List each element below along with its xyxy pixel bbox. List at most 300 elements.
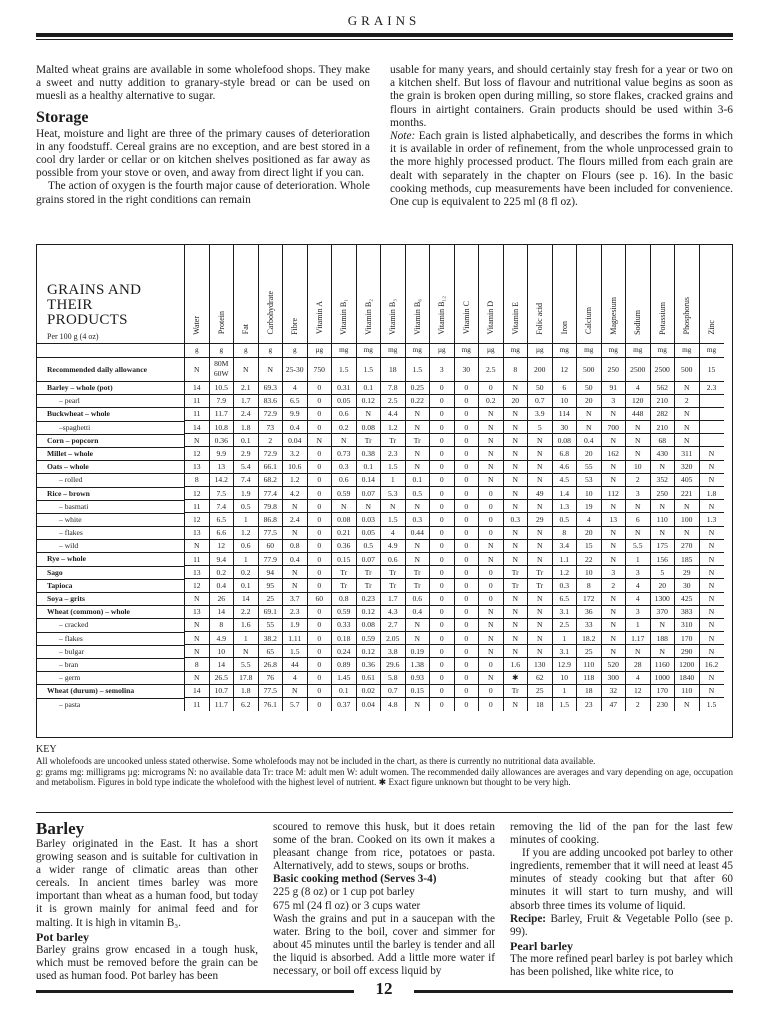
table-cell: 4 — [626, 381, 651, 394]
table-cell: N — [699, 473, 724, 486]
table-cell: 65 — [258, 645, 283, 658]
table-cell: 170 — [675, 632, 700, 645]
method-paragraph: Wash the grains and put in a saucepan with the water. Bring to the boil, cover and simmer for about 45 minutes until the barley is tender and all the liquid is absorbed. Add a little more water if necessary, or boil off excess liquid by — [273, 912, 495, 978]
table-cell: 0.2 — [234, 566, 259, 579]
table-cell: 6.2 — [234, 698, 259, 711]
rda-cell: 200 — [528, 357, 553, 381]
table-cell: 0 — [430, 434, 455, 447]
table-cell: 5.3 — [381, 487, 406, 500]
table-cell: 0 — [307, 684, 332, 697]
table-cell: 1.8 — [234, 421, 259, 434]
row-label: – flakes — [37, 526, 184, 539]
rda-cell: 500 — [675, 357, 700, 381]
table-cell: N — [528, 473, 553, 486]
column-header-label: Iron — [559, 321, 569, 335]
table-cell: N — [479, 539, 504, 552]
rda-cell: 1.5 — [332, 357, 357, 381]
table-cell: 1 — [626, 618, 651, 631]
table-cell: N — [503, 645, 528, 658]
barley-origin-paragraph: Barley originated in the East. It has a short growing season and is suitable for cultivation in a wider range of climatic areas than other cereals. In ancient times barley was more important than wheat as a human food, but today it is grown mainly for animal feed and for malting. It is high in vitamin B₃. — [36, 838, 258, 929]
table-cell: N — [503, 460, 528, 473]
unit-cell: mg — [577, 343, 602, 357]
table-cell: 0.59 — [332, 487, 357, 500]
table-cell: 0.07 — [356, 552, 381, 565]
table-cell: 1 — [626, 552, 651, 565]
table-cell: N — [479, 421, 504, 434]
table-cell: N — [699, 526, 724, 539]
pot-barley-heading: Pot barley — [36, 929, 89, 944]
table-cell: 0 — [430, 632, 455, 645]
table-cell: N — [528, 434, 553, 447]
table-cell: 10 — [209, 645, 234, 658]
table-cell: 0 — [307, 566, 332, 579]
table-cell: N — [405, 407, 430, 420]
column-header — [405, 245, 430, 343]
table-cell: N — [699, 592, 724, 605]
table-cell: 0.1 — [234, 434, 259, 447]
table-cell: 1300 — [650, 592, 675, 605]
table-cell: 0.4 — [283, 421, 308, 434]
table-cell: Tr — [332, 566, 357, 579]
table-cell: N — [503, 592, 528, 605]
table-cell: 0 — [454, 473, 479, 486]
table-cell: 1000 — [650, 671, 675, 684]
column-header-label: Vitamin B₆ — [412, 298, 422, 335]
table-cell: 0 — [307, 447, 332, 460]
table-cell: 0.36 — [332, 539, 357, 552]
table-cell: 1 — [552, 684, 577, 697]
table-cell: 0 — [454, 579, 479, 592]
table-row — [185, 618, 724, 631]
pot-barley-paragraph: Barley grains grow encased in a tough husk, which must be removed before the grain can be used as human food. Pot barley has been — [36, 943, 258, 982]
table-cell: 0 — [430, 671, 455, 684]
table-cell: 6.6 — [209, 526, 234, 539]
table-cell: 7.4 — [209, 500, 234, 513]
column-header-label: Fat — [241, 324, 251, 335]
table-cell: 14 — [209, 658, 234, 671]
table-cell: 13 — [185, 526, 210, 539]
table-cell: 72.9 — [258, 407, 283, 420]
table-cell: N — [405, 460, 430, 473]
table-cell: N — [283, 684, 308, 697]
table-cell: 3.9 — [528, 407, 553, 420]
table-cell: 7.9 — [209, 394, 234, 407]
table-cell: 0.73 — [332, 447, 357, 460]
unit-cell: g — [209, 343, 234, 357]
table-cell: 1 — [234, 513, 259, 526]
table-cell: 0 — [307, 460, 332, 473]
table-cell: 1 — [234, 632, 259, 645]
table-cell: 0 — [479, 698, 504, 711]
row-label: Millet – whole — [37, 447, 184, 460]
table-cell: 0 — [307, 632, 332, 645]
table-cell: 2 — [675, 394, 700, 407]
table-cell: N — [675, 381, 700, 394]
table-cell: 405 — [675, 473, 700, 486]
table-cell: N — [699, 671, 724, 684]
unit-cell: mg — [332, 343, 357, 357]
table-cell: N — [699, 539, 724, 552]
table-cell: 18 — [577, 684, 602, 697]
table-cell: 0.2 — [209, 566, 234, 579]
table-cell: 130 — [528, 658, 553, 671]
table-cell: 0.1 — [356, 460, 381, 473]
table-cell: 10.6 — [283, 460, 308, 473]
table-cell: 0 — [454, 632, 479, 645]
table-cell: 5.8 — [381, 671, 406, 684]
table-cell: 11 — [185, 394, 210, 407]
table-cell: 2.3 — [699, 381, 724, 394]
row-label: Rye – whole — [37, 552, 184, 565]
key-rule — [36, 812, 733, 813]
table-cell: N — [185, 434, 210, 447]
table-cell: 0 — [307, 671, 332, 684]
barley-heading: Barley — [36, 819, 85, 838]
table-cell: 2 — [601, 579, 626, 592]
table-cell: 69.3 — [258, 381, 283, 394]
table-cell: 0.07 — [356, 487, 381, 500]
table-row — [185, 421, 724, 434]
table-cell: N — [479, 632, 504, 645]
column-header-label: Vitamin E — [510, 301, 520, 335]
table-cell: 320 — [675, 460, 700, 473]
unit-cell: g — [234, 343, 259, 357]
table-cell: 20 — [577, 526, 602, 539]
table-cell: 3.7 — [283, 592, 308, 605]
table-cell: N — [699, 684, 724, 697]
table-row — [185, 460, 724, 473]
units-row-label — [37, 343, 184, 357]
table-cell: N — [699, 579, 724, 592]
table-cell: N — [185, 618, 210, 631]
table-cell: 0.12 — [356, 645, 381, 658]
table-cell: 1.5 — [381, 460, 406, 473]
row-label: – basmati — [37, 500, 184, 513]
table-cell: 185 — [675, 552, 700, 565]
table-cell: N — [601, 500, 626, 513]
unit-cell: g — [258, 343, 283, 357]
table-cell: 3.1 — [552, 605, 577, 618]
table-cell: 6.8 — [552, 447, 577, 460]
table-cell: 4 — [626, 592, 651, 605]
table-cell: 8 — [209, 618, 234, 631]
table-cell: 1.1 — [552, 552, 577, 565]
table-cell: 0.08 — [552, 434, 577, 447]
row-label: – rolled — [37, 473, 184, 486]
table-cell: N — [503, 421, 528, 434]
table-cell: 17.8 — [234, 671, 259, 684]
table-row — [185, 434, 724, 447]
nutrition-table — [36, 244, 733, 738]
table-cell: 25 — [258, 592, 283, 605]
table-cell: 68.2 — [258, 473, 283, 486]
table-cell: N — [699, 447, 724, 460]
key-line-1: All wholefoods are uncooked unless stated otherwise. Some wholefoods may not be included in the chart, as there is currently no nutritional data available. — [36, 755, 596, 766]
table-cell: 4 — [381, 526, 406, 539]
table-cell: 15 — [577, 539, 602, 552]
table-cell: N — [479, 473, 504, 486]
note-label: Note: — [390, 130, 416, 143]
table-cell: 16.2 — [699, 658, 724, 671]
table-cell: 0.15 — [405, 684, 430, 697]
table-cell: N — [601, 539, 626, 552]
unit-cell: g — [283, 343, 308, 357]
table-cell: 4 — [283, 671, 308, 684]
table-cell: N — [479, 671, 504, 684]
table-title-line3: PRODUCTS — [47, 312, 128, 328]
table-cell: 1.2 — [283, 473, 308, 486]
table-cell: 94 — [258, 566, 283, 579]
cooking-method-heading: Basic cooking method (Serves 3-4) — [273, 873, 437, 886]
oxygen-paragraph: The action of oxygen is the fourth major cause of deterioration. Whole grains stored in the right conditions can remain — [36, 180, 370, 206]
table-cell: N — [675, 421, 700, 434]
table-cell: 2.7 — [381, 618, 406, 631]
table-cell: 0 — [307, 526, 332, 539]
table-cell: 1 — [234, 552, 259, 565]
table-cell: 3 — [626, 487, 651, 500]
scoured-paragraph: scoured to remove this husk, but it does retain some of the bran. Cooked on its own it makes a pleasant change from rice, potatoes or pasta. Alternatively, add to stews, soups or broths. — [273, 821, 495, 873]
table-cell: N — [675, 500, 700, 513]
column-header — [234, 245, 259, 343]
table-cell: 0 — [454, 500, 479, 513]
table-cell: N — [675, 526, 700, 539]
table-cell: N — [675, 434, 700, 447]
table-row — [185, 447, 724, 460]
table-cell: 2.05 — [381, 632, 406, 645]
table-cell: N — [601, 526, 626, 539]
table-cell: 0 — [430, 579, 455, 592]
table-cell: 110 — [650, 513, 675, 526]
table-cell: 0 — [454, 421, 479, 434]
table-cell: N — [405, 618, 430, 631]
table-cell: N — [528, 552, 553, 565]
table-cell: 0 — [307, 487, 332, 500]
table-cell: 0 — [430, 698, 455, 711]
table-row — [185, 671, 724, 684]
table-cell: 1.38 — [405, 658, 430, 671]
column-header — [699, 245, 724, 343]
column-header-label: Vitamin C — [461, 301, 471, 335]
table-cell: 3.2 — [283, 447, 308, 460]
column-header — [283, 245, 308, 343]
table-cell: 53 — [577, 473, 602, 486]
table-cell: N — [528, 539, 553, 552]
table-cell: 50 — [577, 381, 602, 394]
table-cell: 0 — [307, 645, 332, 658]
table-cell: 172 — [577, 592, 602, 605]
table-cell: 2.5 — [381, 394, 406, 407]
table-cell: 210 — [650, 394, 675, 407]
table-cell: 0 — [454, 684, 479, 697]
column-header — [479, 245, 504, 343]
table-cell: N — [503, 539, 528, 552]
table-cell: 6 — [626, 513, 651, 526]
table-cell: 0 — [307, 618, 332, 631]
table-cell: 0.33 — [332, 618, 357, 631]
table-cell: N — [503, 605, 528, 618]
table-cell: N — [503, 698, 528, 711]
table-cell: N — [503, 473, 528, 486]
table-cell: N — [528, 460, 553, 473]
table-cell: 1.5 — [699, 698, 724, 711]
table-cell: Tr — [356, 434, 381, 447]
table-cell: 20 — [577, 447, 602, 460]
table-cell: N — [626, 434, 651, 447]
table-cell: N — [479, 552, 504, 565]
table-cell: N — [503, 618, 528, 631]
table-cell: 1.4 — [552, 487, 577, 500]
table-cell: 12 — [185, 513, 210, 526]
table-cell: 77.4 — [258, 487, 283, 500]
footer-rule-right — [414, 990, 733, 993]
table-cell: 162 — [601, 447, 626, 460]
table-cell: 26 — [209, 592, 234, 605]
table-cell: 13 — [209, 460, 234, 473]
column-header-label: Vitamin B₁₂ — [437, 295, 447, 335]
table-cell: N — [405, 632, 430, 645]
table-cell: 29.6 — [381, 658, 406, 671]
table-cell: N — [356, 407, 381, 420]
column-header — [356, 245, 381, 343]
table-cell: 0.14 — [356, 473, 381, 486]
table-cell: 0 — [454, 671, 479, 684]
table-cell: N — [528, 500, 553, 513]
table-row — [185, 526, 724, 539]
table-cell: 12 — [185, 579, 210, 592]
table-cell: 0 — [479, 684, 504, 697]
table-cell: 0.2 — [479, 394, 504, 407]
table-cell: Tr — [356, 566, 381, 579]
table-cell: 250 — [650, 487, 675, 500]
table-cell: 14 — [185, 684, 210, 697]
table-subtitle: Per 100 g (4 oz) — [47, 332, 99, 341]
table-cell: 30 — [675, 579, 700, 592]
table-cell: 8 — [552, 526, 577, 539]
table-cell: 8 — [185, 473, 210, 486]
rda-cell: 3 — [430, 357, 455, 381]
table-cell: 11 — [185, 500, 210, 513]
table-cell: 4.5 — [552, 473, 577, 486]
row-label: Wheat (common) – whole — [37, 605, 184, 618]
intro-right-column — [390, 64, 733, 209]
table-cell: 22 — [577, 552, 602, 565]
table-cell — [699, 434, 724, 447]
table-cell: 0.59 — [332, 605, 357, 618]
table-cell: 1.5 — [552, 698, 577, 711]
table-cell: N — [185, 671, 210, 684]
table-cell: 425 — [675, 592, 700, 605]
table-cell: 3.1 — [552, 645, 577, 658]
table-cell: 10.8 — [209, 421, 234, 434]
table-cell: 2.3 — [283, 605, 308, 618]
recipe-text: Barley, Fruit & Vegetable Pollo (see p. 99). — [510, 912, 734, 938]
table-cell: 175 — [650, 539, 675, 552]
table-cell: 0 — [479, 500, 504, 513]
table-cell: 6.5 — [209, 513, 234, 526]
table-cell: N — [650, 618, 675, 631]
table-row — [185, 552, 724, 565]
column-header-label: Potassium — [657, 301, 667, 335]
table-cell: 0 — [454, 526, 479, 539]
table-cell: 47 — [601, 698, 626, 711]
ingredient-water: 675 ml (24 fl oz) or 3 cups water — [273, 899, 421, 912]
table-cell: 4 — [626, 579, 651, 592]
table-cell: 0.6 — [234, 539, 259, 552]
table-cell: 10 — [577, 566, 602, 579]
table-cell: 2.1 — [234, 381, 259, 394]
table-cell: 0 — [479, 381, 504, 394]
table-cell: 210 — [650, 421, 675, 434]
table-cell: 0 — [430, 473, 455, 486]
table-cell: 32 — [601, 684, 626, 697]
table-cell: 0.7 — [528, 394, 553, 407]
table-cell: 6 — [552, 381, 577, 394]
table-cell: 0 — [430, 500, 455, 513]
table-cell: 10 — [577, 487, 602, 500]
table-cell: N — [479, 447, 504, 460]
table-row — [185, 500, 724, 513]
column-header — [650, 245, 675, 343]
table-cell: Tr — [528, 579, 553, 592]
column-header — [601, 245, 626, 343]
table-cell: 0 — [430, 684, 455, 697]
table-cell: N — [479, 605, 504, 618]
table-cell: 5.5 — [626, 539, 651, 552]
rda-cell: 250 — [601, 357, 626, 381]
column-header — [528, 245, 553, 343]
recipe-label: Recipe: — [510, 912, 547, 925]
rda-cell: 2.5 — [479, 357, 504, 381]
unit-cell: µg — [528, 343, 553, 357]
table-cell: 0.05 — [332, 394, 357, 407]
table-cell: 156 — [650, 552, 675, 565]
table-row — [185, 487, 724, 500]
table-cell: N — [405, 539, 430, 552]
table-cell: 0 — [454, 539, 479, 552]
table-row — [185, 566, 724, 579]
table-cell: 12 — [185, 447, 210, 460]
table-cell: N — [675, 698, 700, 711]
table-cell: N — [528, 605, 553, 618]
table-cell: 0 — [454, 394, 479, 407]
table-cell — [699, 407, 724, 420]
table-cell: 0.4 — [405, 605, 430, 618]
table-cell: 12 — [626, 684, 651, 697]
table-row — [185, 539, 724, 552]
table-cell: 77.5 — [258, 526, 283, 539]
unit-cell: µg — [307, 343, 332, 357]
table-cell: 0.44 — [405, 526, 430, 539]
table-cell: 0 — [430, 487, 455, 500]
table-cell: Tr — [332, 579, 357, 592]
table-cell: 520 — [601, 658, 626, 671]
ingredient-barley: 225 g (8 oz) or 1 cup pot barley — [273, 886, 415, 899]
table-cell: 2.5 — [552, 618, 577, 631]
table-cell: N — [601, 407, 626, 420]
table-cell: N — [405, 698, 430, 711]
table-cell: 0 — [430, 566, 455, 579]
unit-cell: mg — [454, 343, 479, 357]
table-cell: 0.3 — [332, 460, 357, 473]
table-title — [47, 283, 141, 328]
pearl-barley-heading: Pearl barley — [510, 938, 573, 953]
key-line-2: g: grams mg: milligrams µg: micrograms N: no available data Tr: trace M: adult men W: adult women. The recommended daily allowances are averages and vary depending on age, occupation and metabolism. Figures in bold type indicate the wholefood with the highest level of nutrient. ✱ Exact figure unknown but thought to be very high. — [36, 766, 733, 788]
table-cell: 114 — [552, 407, 577, 420]
column-header-label: Vitamin B₃ — [388, 298, 398, 335]
unit-cell: mg — [381, 343, 406, 357]
table-cell: N — [185, 632, 210, 645]
table-cell: N — [405, 500, 430, 513]
